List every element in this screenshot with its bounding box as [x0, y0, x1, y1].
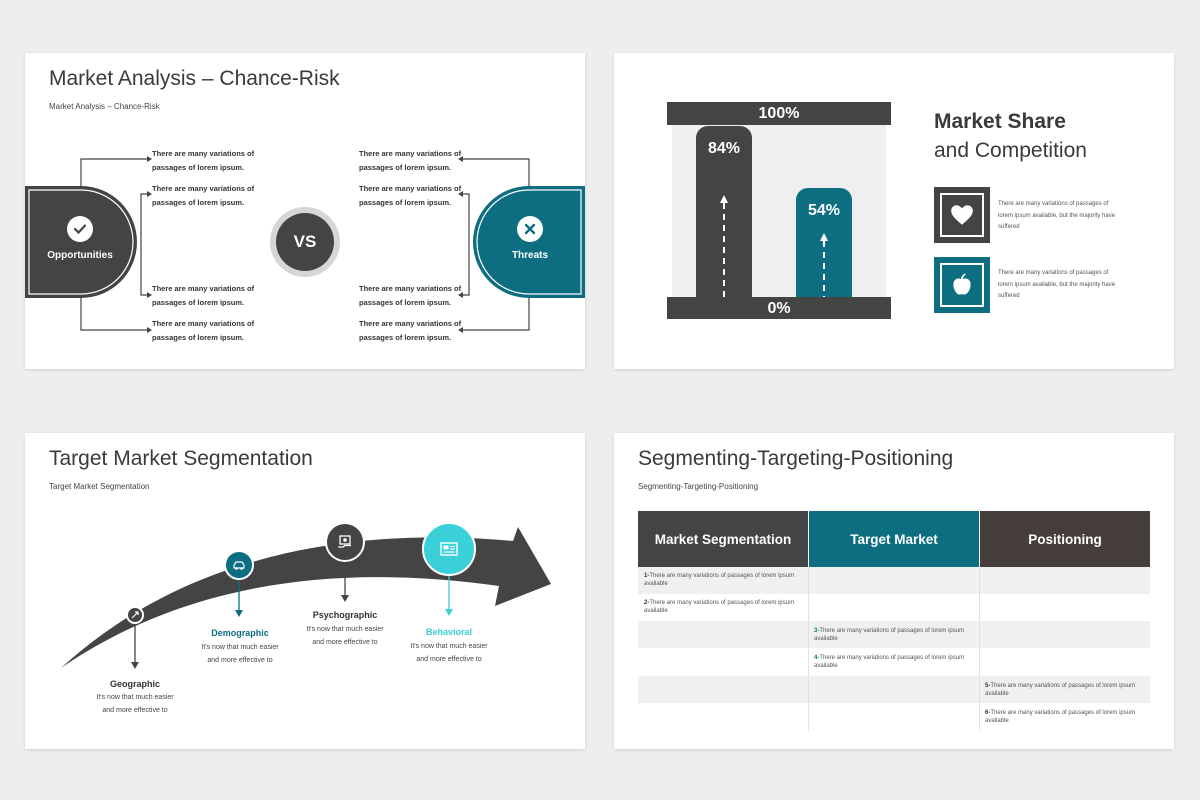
- opportunities-label: Opportunities: [47, 250, 113, 261]
- slide-subtitle: Market Analysis – Chance-Risk: [49, 102, 160, 111]
- bar-54-arrow: [796, 223, 852, 301]
- bar-84-arrow: [696, 183, 752, 301]
- title-bold: Market Share: [934, 110, 1066, 133]
- segment-demographic-label: Demographic: [211, 628, 269, 638]
- apple-icon: [949, 272, 975, 298]
- threat-item-2: There are many variations of passages of lorem ipsum.: [359, 184, 462, 207]
- bar-54-label: 54%: [807, 202, 841, 220]
- connector-lines: [25, 53, 585, 369]
- segment-behavioral-text: It's now that much easier and more effective to: [410, 643, 488, 663]
- apple-icon-box: [934, 257, 990, 313]
- top-label: 100%: [758, 105, 800, 122]
- vs-label: VS: [293, 232, 317, 251]
- slide-title: Segmenting-Targeting-Positioning: [638, 447, 954, 470]
- segment-demographic-text: It's now that much easier and more effective to: [201, 644, 279, 664]
- threat-item-3: There are many variations of passages of lorem ipsum.: [359, 284, 462, 307]
- threats-shape: [473, 186, 585, 298]
- title-light: and Competition: [934, 139, 1087, 162]
- segment-behavioral-label: Behavioral: [425, 627, 473, 637]
- opportunity-item-4: There are many variations of passages of lorem ipsum.: [152, 319, 255, 342]
- header-positioning: Positioning: [980, 511, 1150, 567]
- slide-subtitle: Target Market Segmentation: [49, 482, 150, 491]
- slide-market-analysis[interactable]: [25, 53, 585, 369]
- opportunity-item-2: There are many variations of passages of lorem ipsum.: [152, 184, 255, 207]
- table-cell-2: 2-There are many variations of passages of lorem ipsum available: [644, 600, 795, 614]
- slide-title: Target Market Segmentation: [49, 447, 313, 470]
- segment-psychographic-text: It's now that much easier and more effective to: [306, 626, 384, 646]
- slide-subtitle: Segmenting-Targeting-Positioning: [638, 482, 759, 491]
- item2-text: There are many variations of passages of lorem ipsum available, but the majority have suffered: [998, 270, 1116, 299]
- car-icon: [231, 557, 247, 573]
- slide-stp[interactable]: [614, 433, 1174, 749]
- threat-item-1: There are many variations of passages of lorem ipsum.: [359, 149, 462, 172]
- hand-money-icon: [336, 533, 354, 551]
- heart-icon: [949, 202, 975, 228]
- check-icon: [71, 220, 89, 238]
- opportunity-item-3: There are many variations of passages of lorem ipsum.: [152, 284, 255, 307]
- threat-item-4: There are many variations of passages of lorem ipsum.: [359, 319, 462, 342]
- item1-text: There are many variations of passages of lorem ipsum available, but the majority have suffered: [998, 201, 1116, 230]
- segment-psychographic-label: Psychographic: [312, 610, 378, 620]
- slide-title: Market Analysis – Chance-Risk: [49, 67, 340, 90]
- segment-geographic-text: It's now that much easier and more effective to: [96, 694, 174, 714]
- column-divider: [979, 567, 980, 731]
- table-cell-1: 1-There are many variations of passages of lorem ipsum available: [644, 573, 795, 587]
- location-icon: [129, 609, 141, 621]
- table-cell-4: 4-There are many variations of passages of lorem ipsum available: [814, 655, 965, 669]
- header-market-segmentation: Market Segmentation: [638, 511, 808, 567]
- opportunity-item-1: There are many variations of passages of lorem ipsum.: [152, 149, 255, 172]
- table-cell-6: 6-There are many variations of passages of lorem ipsum available: [985, 710, 1136, 724]
- threats-label: Threats: [511, 250, 549, 261]
- header-target-market: Target Market: [809, 511, 979, 567]
- newspaper-icon: [438, 538, 460, 560]
- bar-84-label: 84%: [707, 139, 741, 157]
- heart-icon-box: [934, 187, 990, 243]
- slide-target-market-segmentation[interactable]: [25, 433, 585, 749]
- table-cell-5: 5-There are many variations of passages of lorem ipsum available: [985, 683, 1136, 697]
- table-cell-3: 3-There are many variations of passages of lorem ipsum available: [814, 628, 965, 642]
- cross-icon: [521, 220, 539, 238]
- slide-market-share[interactable]: [614, 53, 1174, 369]
- column-divider: [808, 567, 809, 731]
- segment-geographic-label: Geographic: [109, 679, 160, 689]
- opportunities-shape: [25, 186, 137, 298]
- bottom-label: 0%: [767, 300, 791, 317]
